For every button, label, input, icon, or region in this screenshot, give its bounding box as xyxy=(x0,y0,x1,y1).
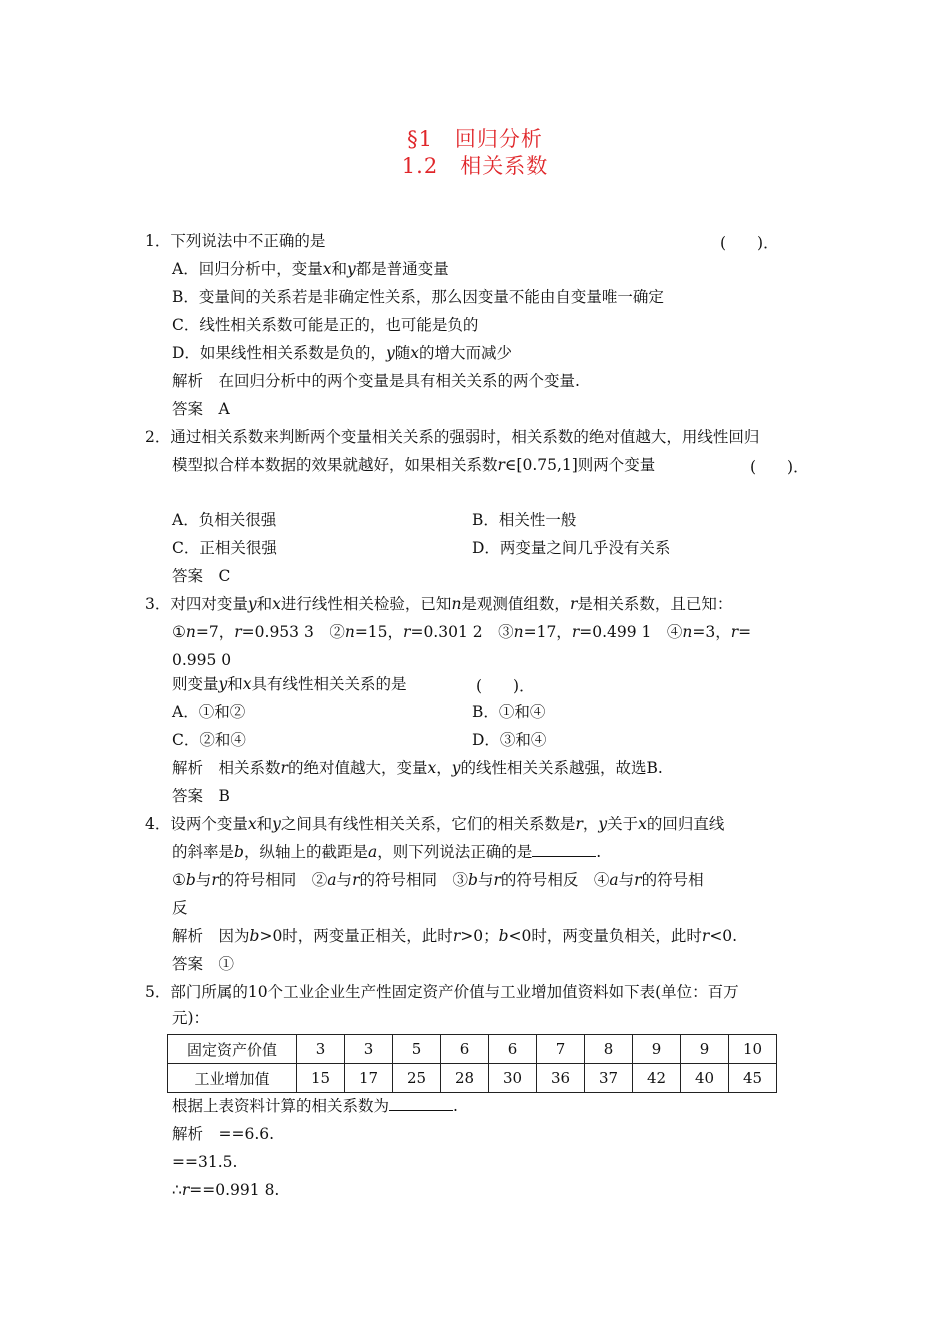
table-cell: 6 xyxy=(489,1035,537,1064)
question-4-options-line2: 反 xyxy=(172,899,188,917)
question-2-option-a: A．负相关很强 xyxy=(172,511,277,529)
table-cell: 36 xyxy=(537,1064,585,1093)
table-cell: 45 xyxy=(729,1064,777,1093)
question-3-option-b: B．①和④ xyxy=(472,703,546,721)
question-1-analysis: 解析 在回归分析中的两个变量是具有相关关系的两个变量. xyxy=(172,372,580,390)
question-1-option-b: B．变量间的关系若是非确定性关系，那么因变量不能由自变量唯一确定 xyxy=(172,288,664,306)
question-2-stem-line1: 2．通过相关系数来判断两个变量相关关系的强弱时，相关系数的绝对值越大，用线性回归 xyxy=(145,428,760,446)
question-5-prompt: 根据上表资料计算的相关系数为 . xyxy=(172,1097,458,1115)
table-cell: 25 xyxy=(393,1064,441,1093)
question-4-answer: 答案 ① xyxy=(172,955,235,973)
table-cell: 9 xyxy=(633,1035,681,1064)
question-2-option-c: C．正相关很强 xyxy=(172,539,277,557)
table-cell: 5 xyxy=(393,1035,441,1064)
question-3-option-c: C．②和④ xyxy=(172,731,246,749)
table-cell: 15 xyxy=(297,1064,345,1093)
table-cell: 17 xyxy=(345,1064,393,1093)
table-cell: 3 xyxy=(297,1035,345,1064)
question-1-answer: 答案 A xyxy=(172,400,230,418)
question-3-answer: 答案 B xyxy=(172,787,230,805)
question-1-option-a: A．回归分析中，变量x和y都是普通变量 xyxy=(172,260,449,278)
question-1-option-c: C．线性相关系数可能是正的，也可能是负的 xyxy=(172,316,479,334)
question-2-option-b: B．相关性一般 xyxy=(472,511,577,529)
question-2-paren: ( )． xyxy=(750,458,809,476)
question-3-analysis: 解析 相关系数r的绝对值越大，变量x，y的线性相关关系越强，故选B. xyxy=(172,759,663,777)
table-cell: 10 xyxy=(729,1035,777,1064)
table-cell: 9 xyxy=(681,1035,729,1064)
question-4-analysis: 解析 因为b>0时，两变量正相关，此时r>0；b<0时，两变量负相关，此时r<0. xyxy=(172,927,738,945)
table-cell: 7 xyxy=(537,1035,585,1064)
question-4-stem-line2: 的斜率是b，纵轴上的截距是a，则下列说法正确的是 . xyxy=(172,843,602,861)
question-3-option-d: D．③和④ xyxy=(472,731,547,749)
table-cell: 6 xyxy=(441,1035,489,1064)
table-row xyxy=(168,1064,777,1093)
question-3-stem-line2: ①n=7，r=0.953 3 ②n=15，r=0.301 2 ③n=17，r=0.499 1 ④n=3，r= xyxy=(172,623,752,641)
table-row-label: 固定资产价值 xyxy=(168,1035,297,1064)
question-5-stem-line2: 元)： xyxy=(172,1009,210,1027)
table-cell: 37 xyxy=(585,1064,633,1093)
answer-blank xyxy=(389,1096,453,1111)
question-3-stem-line4: 则变量y和x具有线性相关关系的是 xyxy=(172,675,407,693)
question-3-stem-line1: 3．对四对变量y和x进行线性相关检验，已知n是观测值组数，r是相关系数，且已知： xyxy=(145,595,733,613)
question-5-analysis-line1: 解析 ==6.6. xyxy=(172,1125,275,1143)
question-2-option-d: D．两变量之间几乎没有关系 xyxy=(472,539,671,557)
question-1-stem: 1．下列说法中不正确的是 xyxy=(145,232,326,250)
section-title: §1 回归分析 xyxy=(407,127,543,151)
table-cell: 28 xyxy=(441,1064,489,1093)
table-cell: 30 xyxy=(489,1064,537,1093)
question-3-paren: ( )． xyxy=(476,677,535,695)
table-cell: 40 xyxy=(681,1064,729,1093)
question-5-analysis-line2: ==31.5. xyxy=(172,1153,238,1171)
question-2-stem-line2: 模型拟合样本数据的效果就越好，如果相关系数r∈[0.75,1]则两个变量 xyxy=(172,456,656,474)
table-row xyxy=(168,1035,777,1064)
table-cell: 42 xyxy=(633,1064,681,1093)
question-3-stem-line3: 0.995 0 xyxy=(172,651,232,669)
data-table xyxy=(167,1034,777,1093)
question-2-answer: 答案 C xyxy=(172,567,231,585)
subsection-title: 1.2 相关系数 xyxy=(401,154,549,178)
question-1-paren: ( )． xyxy=(720,234,779,252)
question-3-option-a: A．①和② xyxy=(172,703,246,721)
question-5-stem-line1: 5．部门所属的10个工业企业生产性固定资产价值与工业增加值资料如下表(单位：百万 xyxy=(145,983,739,1001)
table-cell: 8 xyxy=(585,1035,633,1064)
question-1-option-d: D．如果线性相关系数是负的，y随x的增大而减少 xyxy=(172,344,512,362)
question-4-options-line1: ①b与r的符号相同 ②a与r的符号相同 ③b与r的符号相反 ④a与r的符号相 xyxy=(172,871,704,889)
answer-blank xyxy=(532,842,596,857)
table-row-label: 工业增加值 xyxy=(168,1064,297,1093)
question-4-stem-line1: 4．设两个变量x和y之间具有线性相关关系，它们的相关系数是r，y关于x的回归直线 xyxy=(145,815,725,833)
question-5-analysis-line3: ∴r==0.991 8. xyxy=(172,1181,280,1199)
table-cell: 3 xyxy=(345,1035,393,1064)
